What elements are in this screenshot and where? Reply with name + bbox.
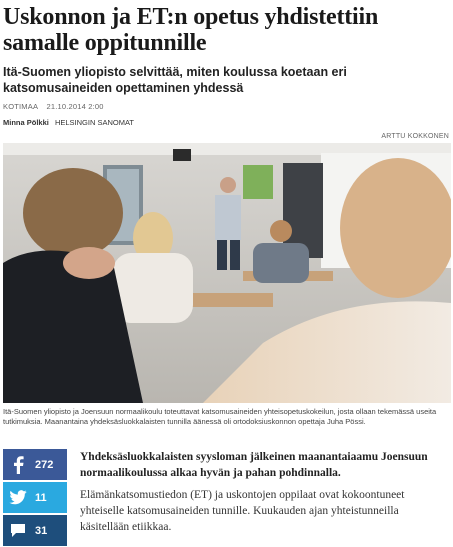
twitter-share-count: 11 xyxy=(35,491,47,504)
section-link[interactable]: KOTIMAA xyxy=(3,102,39,111)
byline xyxy=(3,118,134,127)
article-headline: Uskonnon ja ET:n opetus yhdistettiin samalle oppitunnille xyxy=(3,4,379,56)
comments-count: 31 xyxy=(35,524,48,537)
photo-caption: Itä-Suomen yliopisto ja Joensuun normaalikoulu toteuttavat katsomusaineiden yhteisopetuskokeilun, josta ollaan tekemässä useita tutkimuksia. Maanantaina yhdeksäsluokkalaisten tunnilla äänessä oli ortodoksiuskonnon opettaja Juha Pössi. xyxy=(3,407,437,426)
comment-icon xyxy=(3,523,33,538)
classroom-photo-illustration xyxy=(3,143,451,403)
twitter-icon xyxy=(3,490,33,505)
article-paragraph-2: Elämänkatsomustiedon (ET) ja uskontojen oppilaat ovat kokoontuneet yhteiselle katsomusaineiden tunnille. Kuukauden ajan yhteistunneilla käsitellään etiikkaa. xyxy=(80,489,405,533)
facebook-icon xyxy=(3,456,33,474)
comments-button[interactable] xyxy=(3,515,67,546)
facebook-share-button[interactable] xyxy=(3,449,67,480)
article-meta xyxy=(3,102,110,111)
article-photo xyxy=(3,143,451,403)
photo-credit: ARTTU KOKKONEN xyxy=(381,133,449,140)
twitter-share-button[interactable] xyxy=(3,482,67,513)
author-name[interactable]: Minna Pölkki xyxy=(3,118,49,127)
article-lead: Itä-Suomen yliopisto selvittää, miten koulussa koetaan eri katsomusaineiden opettaminen yhdessä xyxy=(3,65,347,95)
publish-date: 21.10.2014 2:00 xyxy=(46,102,104,111)
facebook-share-count: 272 xyxy=(35,458,54,471)
article-paragraph-1: Yhdeksäsluokkalaisten syysloman jälkeinen maanantaiaamu Joensuun normaalikoulussa alkaa hyvän ja pahan pohdinnalla. xyxy=(80,451,428,479)
publication-name: HELSINGIN SANOMAT xyxy=(54,118,134,127)
